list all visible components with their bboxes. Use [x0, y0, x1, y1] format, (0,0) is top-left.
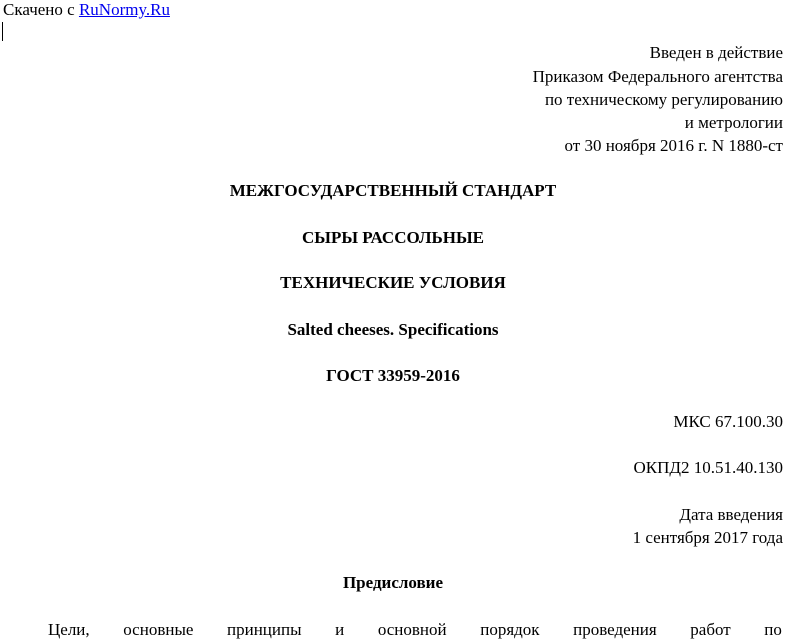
preface-heading: Предисловие [342, 573, 444, 592]
preface-word: работ [690, 620, 731, 639]
enactment-line-4: и метрологии [684, 113, 783, 132]
source-link[interactable]: RuNormy.Ru [78, 0, 170, 19]
gost-number: ГОСТ 33959-2016 [326, 366, 460, 385]
preface-word: проведения [573, 620, 657, 639]
preface-word: принципы [227, 620, 302, 639]
preface-word: Цели, [48, 620, 90, 639]
enactment-line-3: по техническому регулированию [544, 90, 783, 109]
preface-first-line [48, 620, 782, 640]
mks-code: МКС 67.100.30 [673, 412, 783, 431]
standard-type-heading: МЕЖГОСУДАРСТВЕННЫЙ СТАНДАРТ [229, 181, 557, 200]
preface-word: по [764, 620, 782, 639]
english-title: Salted cheeses. Specifications [287, 320, 499, 339]
effective-date-value: 1 сентября 2017 года [632, 528, 783, 547]
preface-word: основной [377, 620, 447, 639]
text-cursor [2, 22, 3, 41]
okpd2-code: ОКПД2 10.51.40.130 [633, 458, 783, 477]
enactment-line-5: от 30 ноября 2016 г. N 1880-ст [564, 136, 783, 155]
preface-word: основные [123, 620, 194, 639]
enactment-line-2: Приказом Федерального агентства [532, 67, 783, 86]
source-prefix: Скачено с [3, 0, 75, 19]
preface-word: и [335, 620, 345, 639]
enactment-line-1: Введен в действие [649, 43, 783, 62]
document-subtitle: ТЕХНИЧЕСКИЕ УСЛОВИЯ [280, 273, 506, 292]
effective-date-label: Дата введения [679, 505, 783, 524]
preface-word: порядок [480, 620, 540, 639]
source-line [3, 0, 170, 20]
document-title: СЫРЫ РАССОЛЬНЫЕ [301, 228, 485, 247]
